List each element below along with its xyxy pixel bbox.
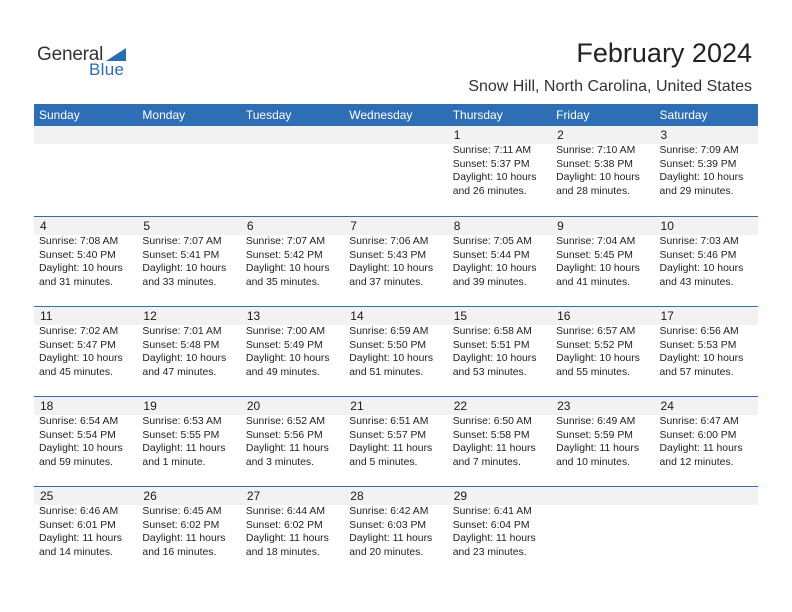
day-daylight2: and 47 minutes. [142,366,217,378]
day-number: 3 [655,126,758,144]
day-sunset: Sunset: 5:40 PM [39,249,116,261]
day-daylight1: Daylight: 10 hours [39,353,123,364]
day-sun-info [349,505,447,559]
day-sunrise: Sunrise: 6:52 AM [245,416,325,427]
day-sunset: Sunset: 5:44 PM [452,249,530,261]
day-cell [655,397,758,486]
day-sun-info [246,325,344,379]
day-sunrise: Sunrise: 6:57 AM [556,326,636,337]
day-daylight1: Daylight: 10 hours [39,263,123,274]
day-sunrise: Sunrise: 6:46 AM [39,506,119,517]
day-daylight1: Daylight: 11 hours [659,443,743,454]
day-number: 10 [655,217,758,235]
day-daylight1: Daylight: 10 hours [659,263,744,274]
day-cell [655,126,758,216]
day-daylight1: Daylight: 11 hours [142,533,226,544]
day-number: 15 [448,307,551,325]
day-sunset: Sunset: 6:01 PM [39,519,116,531]
day-cell [655,217,758,306]
day-daylight2: and 45 minutes. [39,366,113,378]
day-sun-info [453,415,551,469]
day-number: 4 [34,217,137,235]
weekday-monday: Monday [142,108,186,122]
day-daylight1: Daylight: 10 hours [659,172,744,183]
day-daylight1: Daylight: 11 hours [142,443,226,454]
day-daylight2: and 59 minutes. [39,456,113,468]
empty-day-band [344,126,447,144]
day-daylight2: and 28 minutes. [556,185,631,197]
day-number: 29 [448,487,551,505]
day-number: 1 [448,126,551,144]
day-daylight1: Daylight: 11 hours [452,443,536,454]
day-sunrise: Sunrise: 6:53 AM [142,416,222,427]
day-number: 21 [344,397,447,415]
day-daylight1: Daylight: 11 hours [245,533,329,544]
day-sunset: Sunset: 6:02 PM [142,519,220,531]
day-sunrise: Sunrise: 7:04 AM [556,236,636,247]
day-cell [137,307,240,396]
day-daylight2: and 18 minutes. [245,546,320,558]
empty-day-band [137,126,240,144]
day-number: 22 [448,397,551,415]
day-sunset: Sunset: 6:04 PM [452,519,530,531]
day-cell [448,217,551,306]
day-sunrise: Sunrise: 7:06 AM [349,236,429,247]
day-number: 7 [344,217,447,235]
day-sunset: Sunset: 5:54 PM [39,429,116,441]
day-number: 9 [551,217,654,235]
calendar-week [34,396,758,486]
day-cell [34,307,137,396]
day-sunset: Sunset: 5:48 PM [142,339,220,351]
day-cell [551,307,654,396]
empty-day-cell [34,126,137,216]
calendar-weeks [34,126,758,576]
day-daylight2: and 1 minute. [142,456,206,468]
location-subtitle: Snow Hill, North Carolina, United States [468,78,752,95]
day-daylight1: Daylight: 10 hours [556,172,640,183]
day-sunrise: Sunrise: 7:07 AM [142,236,222,247]
day-sun-info [39,505,137,559]
day-daylight2: and 33 minutes. [142,276,217,288]
calendar-week [34,486,758,576]
day-daylight1: Daylight: 10 hours [245,353,330,364]
empty-day-band [655,487,758,505]
day-number: 26 [137,487,240,505]
weekday-tuesday: Tuesday [245,108,292,122]
day-cell [241,217,344,306]
day-sun-info [556,235,654,289]
day-number: 12 [137,307,240,325]
day-sunrise: Sunrise: 7:00 AM [245,326,325,337]
day-number: 13 [241,307,344,325]
day-daylight2: and 14 minutes. [39,546,113,558]
day-cell [551,217,654,306]
day-sunset: Sunset: 5:45 PM [556,249,633,261]
day-daylight1: Daylight: 10 hours [556,353,640,364]
day-sunrise: Sunrise: 6:45 AM [142,506,222,517]
day-cell [34,217,137,306]
day-daylight2: and 16 minutes. [142,546,217,558]
day-cell [551,397,654,486]
day-sun-info [39,325,137,379]
day-number: 17 [655,307,758,325]
day-sun-info [246,505,344,559]
day-daylight2: and 43 minutes. [659,276,734,288]
day-sun-info [142,415,240,469]
day-sunset: Sunset: 5:43 PM [349,249,427,261]
day-daylight2: and 12 minutes. [659,456,734,468]
day-number: 11 [34,307,137,325]
day-daylight2: and 23 minutes. [452,546,527,558]
day-sunset: Sunset: 5:57 PM [349,429,427,441]
day-sunset: Sunset: 5:53 PM [659,339,737,351]
day-sunset: Sunset: 5:38 PM [556,158,633,170]
day-cell [137,217,240,306]
weekday-saturday: Saturday [659,108,708,122]
day-number: 27 [241,487,344,505]
logo-text-blue: Blue [89,60,125,79]
weekday-header [34,104,758,126]
empty-day-band [241,126,344,144]
day-number: 8 [448,217,551,235]
day-sun-info [660,415,758,469]
day-cell [551,126,654,216]
day-daylight2: and 51 minutes. [349,366,424,378]
day-cell [448,126,551,216]
day-cell [344,307,447,396]
day-cell [344,397,447,486]
day-daylight2: and 29 minutes. [659,185,734,197]
day-sunrise: Sunrise: 6:47 AM [659,416,739,427]
day-daylight2: and 37 minutes. [349,276,424,288]
day-daylight1: Daylight: 10 hours [349,263,434,274]
day-daylight2: and 41 minutes. [556,276,631,288]
day-daylight2: and 31 minutes. [39,276,113,288]
day-daylight2: and 53 minutes. [452,366,527,378]
day-sunset: Sunset: 5:56 PM [245,429,323,441]
day-sun-info [39,415,137,469]
day-daylight2: and 3 minutes. [245,456,315,468]
day-number: 6 [241,217,344,235]
empty-day-cell [344,126,447,216]
day-daylight1: Daylight: 11 hours [452,533,536,544]
day-daylight2: and 5 minutes. [349,456,418,468]
day-daylight1: Daylight: 10 hours [39,443,123,454]
day-number: 24 [655,397,758,415]
day-sunrise: Sunrise: 6:51 AM [349,416,429,427]
day-daylight1: Daylight: 11 hours [556,443,640,454]
day-sunset: Sunset: 5:55 PM [142,429,220,441]
day-daylight1: Daylight: 10 hours [142,263,227,274]
weekday-wednesday: Wednesday [349,108,413,122]
day-sun-info [142,505,240,559]
day-sunrise: Sunrise: 6:44 AM [245,506,325,517]
day-daylight1: Daylight: 11 hours [245,443,329,454]
day-cell [448,397,551,486]
page-title: February 2024 [576,38,752,68]
day-cell [448,307,551,396]
day-number: 2 [551,126,654,144]
day-daylight2: and 26 minutes. [452,185,527,197]
day-sunrise: Sunrise: 6:58 AM [452,326,532,337]
day-sun-info [349,325,447,379]
day-sun-info [453,505,551,559]
calendar-grid [34,104,758,576]
day-sun-info [39,235,137,289]
weekday-sunday: Sunday [39,108,80,122]
day-sun-info [660,325,758,379]
day-daylight1: Daylight: 10 hours [556,263,640,274]
day-daylight1: Daylight: 10 hours [142,353,227,364]
day-sun-info [556,415,654,469]
day-cell [137,397,240,486]
day-number: 20 [241,397,344,415]
day-sun-info [142,235,240,289]
day-sunrise: Sunrise: 6:42 AM [349,506,429,517]
day-sunrise: Sunrise: 7:08 AM [39,236,119,247]
day-number: 19 [137,397,240,415]
day-sunset: Sunset: 6:00 PM [659,429,737,441]
day-number: 14 [344,307,447,325]
day-daylight2: and 10 minutes. [556,456,631,468]
day-daylight1: Daylight: 10 hours [452,353,537,364]
day-sunset: Sunset: 5:51 PM [452,339,530,351]
empty-day-cell [655,487,758,576]
day-sun-info [660,235,758,289]
day-sunrise: Sunrise: 6:50 AM [452,416,532,427]
day-sunrise: Sunrise: 7:09 AM [659,145,739,156]
day-daylight2: and 39 minutes. [452,276,527,288]
day-sunrise: Sunrise: 6:56 AM [659,326,739,337]
empty-day-band [551,487,654,505]
day-cell [655,307,758,396]
day-sunrise: Sunrise: 6:49 AM [556,416,636,427]
day-daylight1: Daylight: 11 hours [39,533,122,544]
empty-day-cell [551,487,654,576]
day-sun-info [246,235,344,289]
day-sunrise: Sunrise: 7:01 AM [142,326,222,337]
day-number: 28 [344,487,447,505]
calendar-week [34,306,758,396]
day-sun-info [349,415,447,469]
day-daylight1: Daylight: 10 hours [245,263,330,274]
day-sunset: Sunset: 5:52 PM [556,339,633,351]
day-sunset: Sunset: 5:37 PM [452,158,530,170]
day-sun-info [246,415,344,469]
day-sun-info [556,325,654,379]
day-daylight1: Daylight: 11 hours [349,533,433,544]
day-sunset: Sunset: 5:41 PM [142,249,220,261]
logo-text-general: General [37,44,104,65]
day-sunrise: Sunrise: 7:05 AM [452,236,532,247]
day-daylight1: Daylight: 10 hours [659,353,744,364]
day-daylight1: Daylight: 10 hours [452,263,537,274]
day-sunrise: Sunrise: 7:03 AM [659,236,739,247]
day-sunset: Sunset: 5:50 PM [349,339,427,351]
weekday-friday: Friday [556,108,590,122]
empty-day-cell [137,126,240,216]
empty-day-cell [241,126,344,216]
day-sunrise: Sunrise: 7:02 AM [39,326,119,337]
day-sunset: Sunset: 5:59 PM [556,429,633,441]
day-sun-info [556,144,654,198]
day-sunset: Sunset: 5:47 PM [39,339,116,351]
day-cell [448,487,551,576]
day-cell [241,487,344,576]
day-sun-info [349,235,447,289]
day-cell [137,487,240,576]
day-number: 23 [551,397,654,415]
day-number: 18 [34,397,137,415]
day-cell [344,217,447,306]
weekday-thursday: Thursday [452,108,503,122]
day-sun-info [660,144,758,198]
empty-day-band [34,126,137,144]
logo [37,44,137,80]
day-sun-info [453,235,551,289]
day-sun-info [453,325,551,379]
day-daylight1: Daylight: 10 hours [452,172,537,183]
day-sun-info [142,325,240,379]
day-sunset: Sunset: 5:39 PM [659,158,737,170]
calendar-week [34,216,758,306]
day-sun-info [453,144,551,198]
day-sunset: Sunset: 5:58 PM [452,429,530,441]
day-daylight2: and 35 minutes. [245,276,320,288]
day-sunset: Sunset: 6:02 PM [245,519,323,531]
day-daylight2: and 55 minutes. [556,366,631,378]
calendar-week [34,126,758,216]
day-daylight1: Daylight: 10 hours [349,353,434,364]
day-sunrise: Sunrise: 7:11 AM [452,145,532,156]
day-sunrise: Sunrise: 7:10 AM [556,145,636,156]
day-number: 25 [34,487,137,505]
day-cell [34,397,137,486]
day-sunrise: Sunrise: 6:54 AM [39,416,119,427]
day-daylight2: and 49 minutes. [245,366,320,378]
day-sunset: Sunset: 5:42 PM [245,249,323,261]
day-sunrise: Sunrise: 6:41 AM [452,506,532,517]
day-daylight1: Daylight: 11 hours [349,443,433,454]
day-cell [241,397,344,486]
day-daylight2: and 20 minutes. [349,546,424,558]
day-number: 5 [137,217,240,235]
day-sunset: Sunset: 5:49 PM [245,339,323,351]
day-number: 16 [551,307,654,325]
day-sunset: Sunset: 5:46 PM [659,249,737,261]
day-cell [344,487,447,576]
day-cell [34,487,137,576]
day-sunrise: Sunrise: 7:07 AM [245,236,325,247]
day-sunset: Sunset: 6:03 PM [349,519,427,531]
day-cell [241,307,344,396]
day-daylight2: and 7 minutes. [452,456,521,468]
day-daylight2: and 57 minutes. [659,366,734,378]
day-sunrise: Sunrise: 6:59 AM [349,326,429,337]
